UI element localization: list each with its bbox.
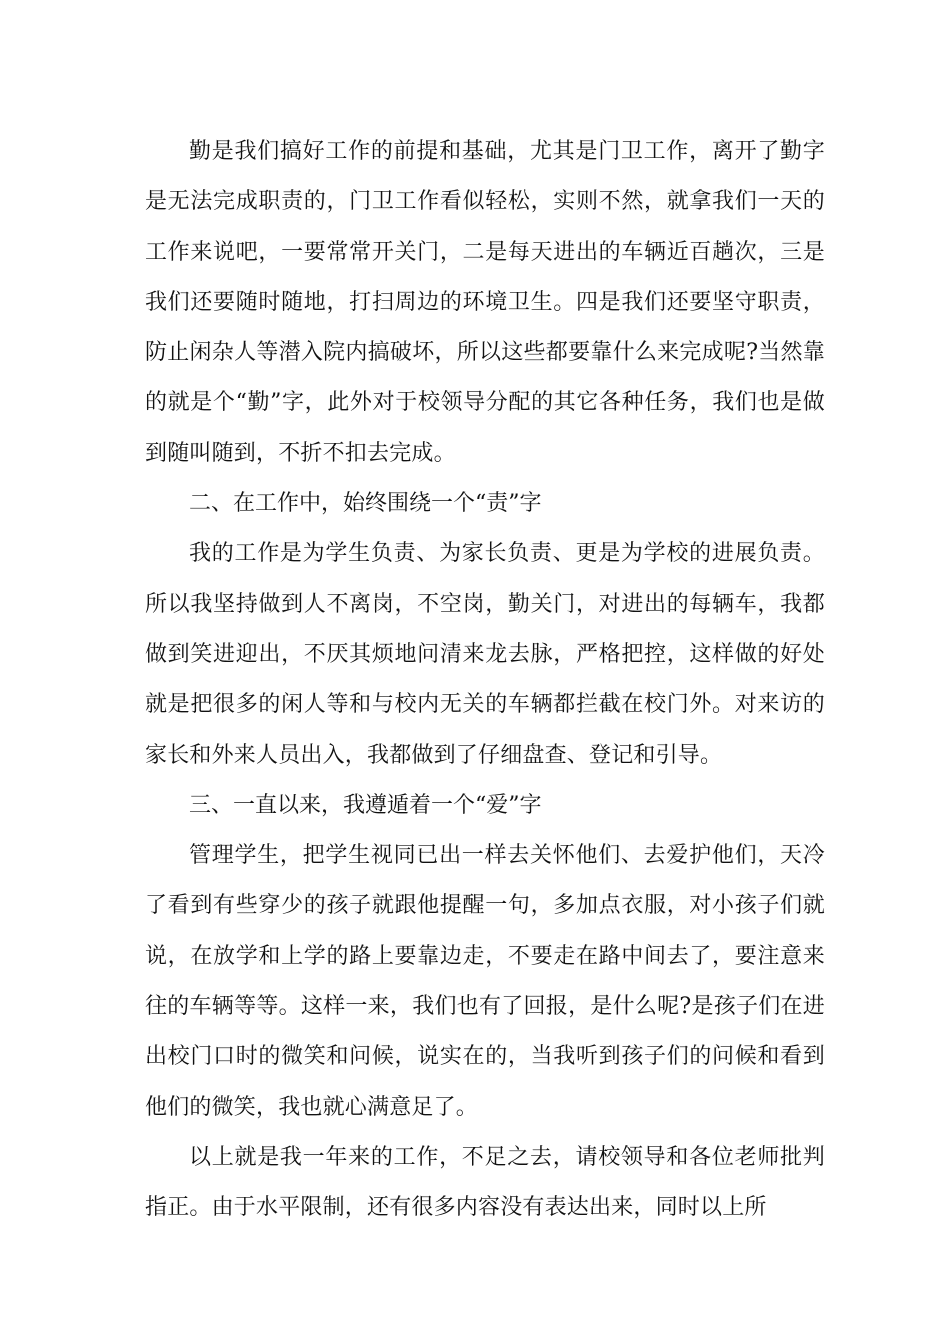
paragraph-love: 管理学生，把学生视同已出一样去关怀他们、去爱护他们，天冷了看到有些穿少的孩子就跟他提醒一句，多加点衣服，对小孩子们就说，在放学和上学的路上要靠边走，不要走在路中间去了，要注意来往的车辆等等。这样一来，我们也有了回报，是什么呢?是孩子们在进出校门口时的微笑和问候，说实在的，当我听到孩子们的问候和看到他们的微笑，我也就心满意足了。 bbox=[145, 843, 825, 1120]
document-body bbox=[145, 127, 825, 1234]
paragraph-conclusion: 以上就是我一年来的工作，不足之去，请校领导和各位老师批判指正。由于水平限制，还有很多内容没有表达出来，同时以上所 bbox=[145, 1144, 825, 1221]
section-heading-love: 三、一直以来，我遵遁着一个“爱”字 bbox=[189, 792, 542, 818]
paragraph-diligence: 勤是我们搞好工作的前提和基础，尤其是门卫工作，离开了勤字是无法完成职责的，门卫工作看似轻松，实则不然，就拿我们一天的工作来说吧，一要常常开关门，二是每天进出的车辆近百趟次，三是我们还要随时随地，打扫周边的环境卫生。四是我们还要坚守职责，防止闲杂人等潜入院内搞破坏，所以这些都要靠什么来完成呢?当然靠的就是个“勤”字，此外对于校领导分配的其它各种任务，我们也是做到随叫随到，不折不扣去完成。 bbox=[145, 139, 825, 466]
paragraph-responsibility: 我的工作是为学生负责、为家长负责、更是为学校的进展负责。所以我坚持做到人不离岗，不空岗，勤关门，对进出的每辆车，我都做到笑进迎出，不厌其烦地问清来龙去脉，严格把控，这样做的好处就是把很多的闲人等和与校内无关的车辆都拦截在校门外。对来访的家长和外来人员出入，我都做到了仔细盘查、登记和引导。 bbox=[145, 541, 825, 768]
section-heading-responsibility: 二、在工作中，始终围绕一个“责”字 bbox=[189, 491, 542, 517]
